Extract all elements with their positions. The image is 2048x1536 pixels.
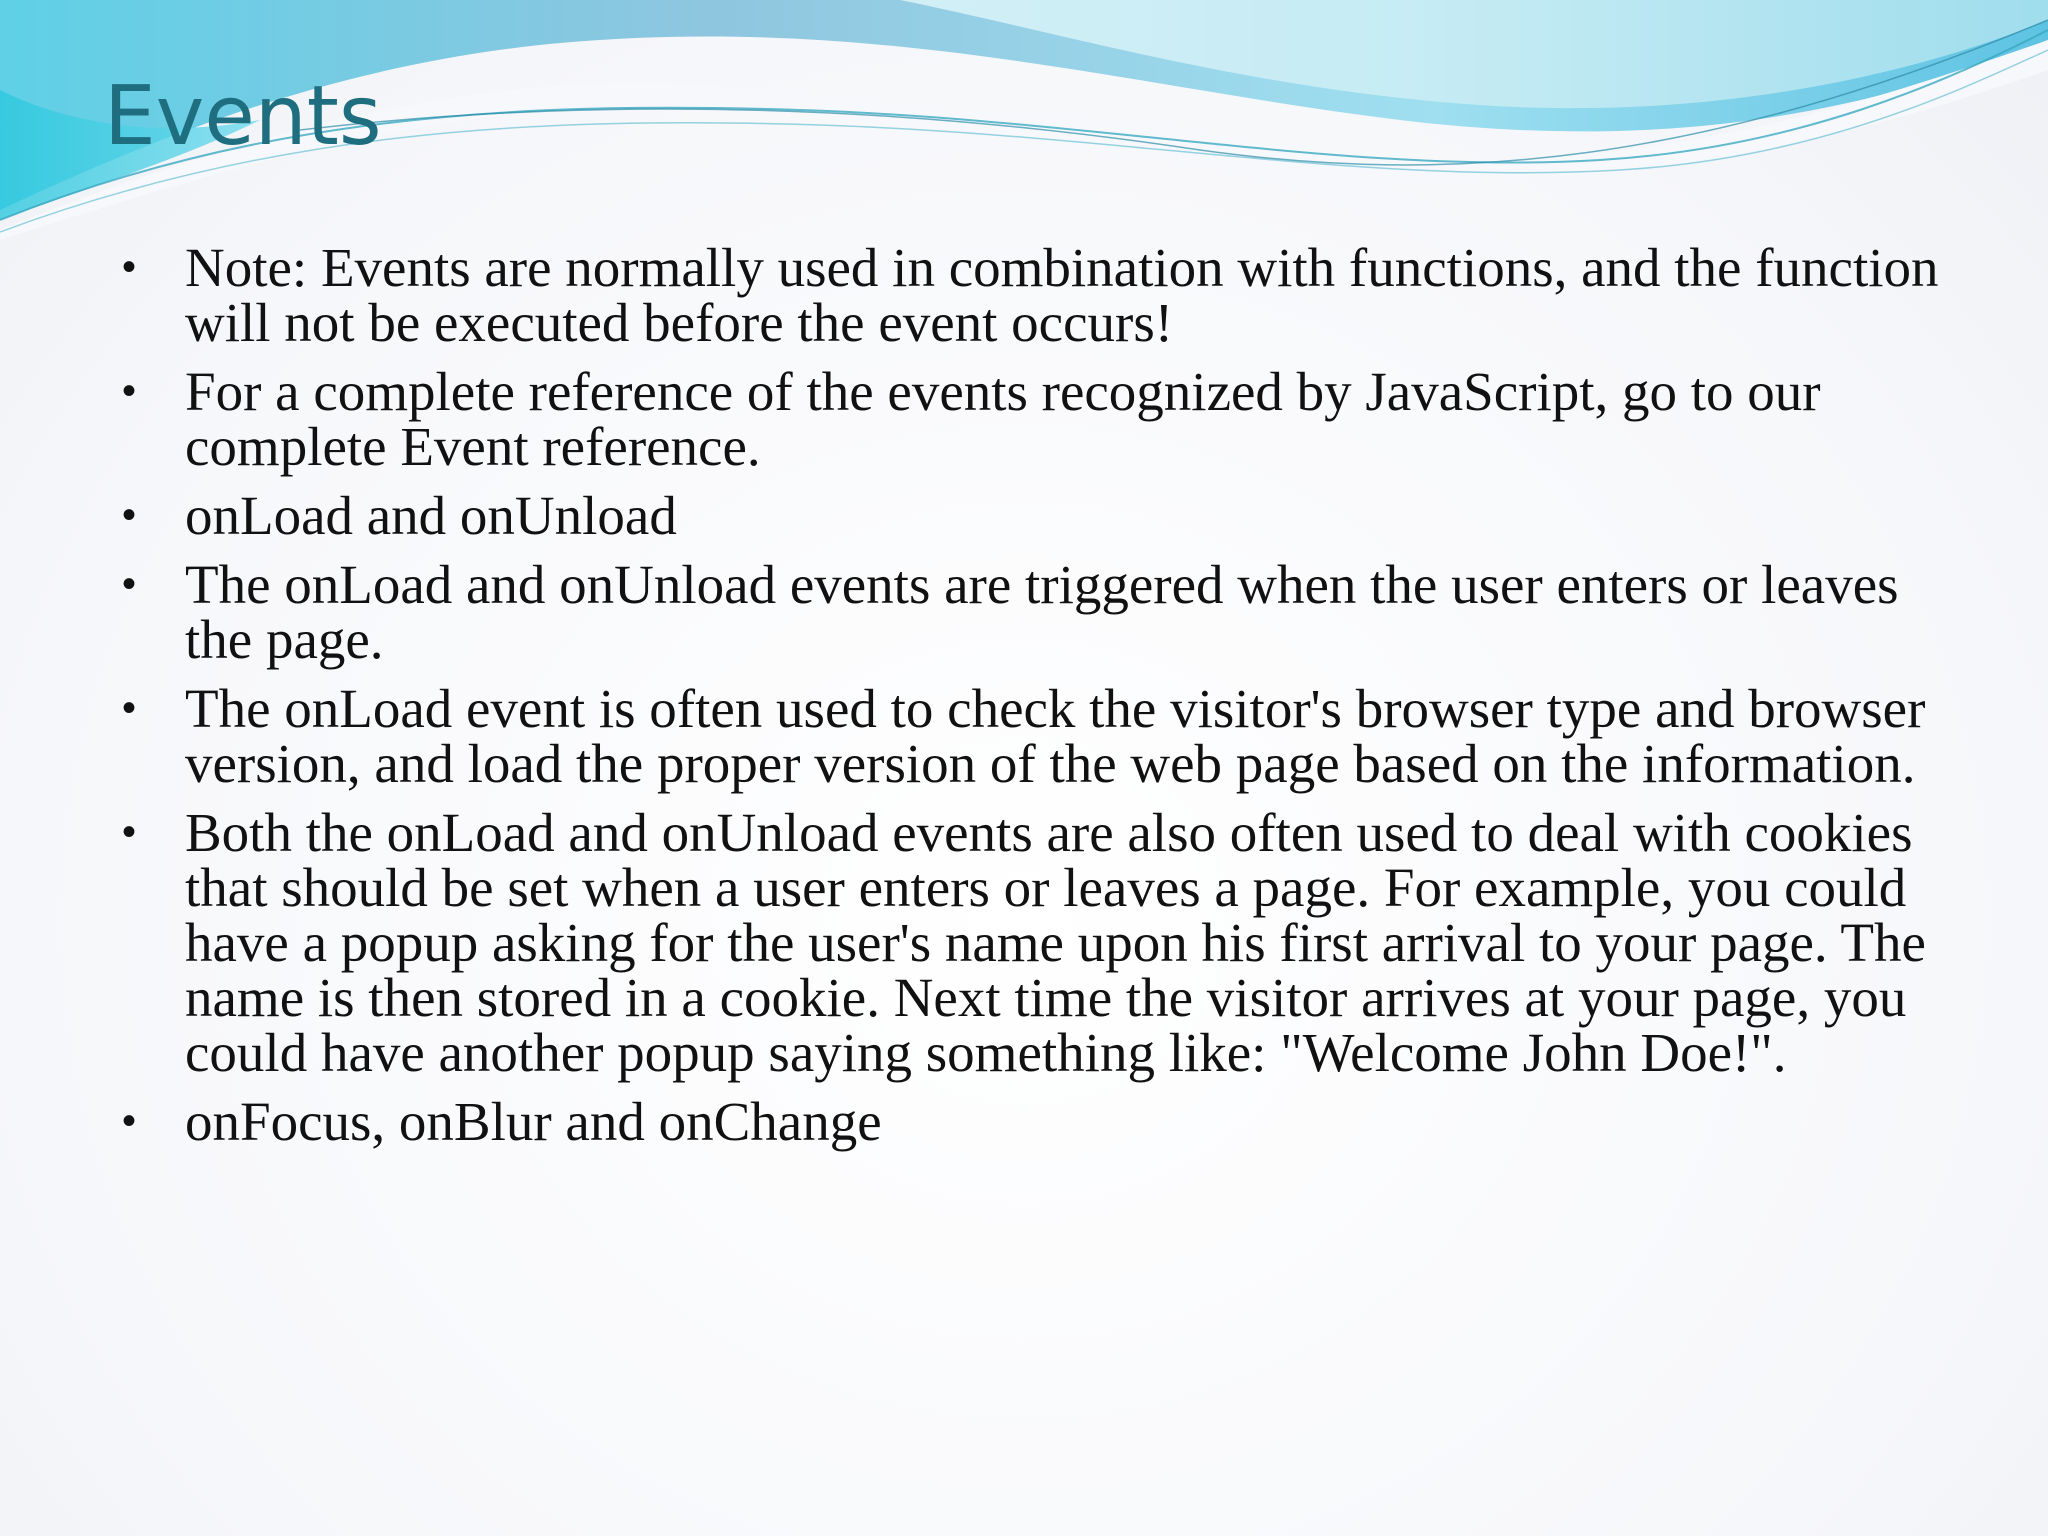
bullet-text: onFocus, onBlur and onChange <box>185 1091 882 1152</box>
bullet-dot-icon: • <box>122 1099 137 1143</box>
bullet-dot-icon: • <box>122 245 137 289</box>
bullet-dot-icon: • <box>122 369 137 413</box>
bullet-text: Note: Events are normally used in combination with functions, and the function will not be executed before the event occurs! <box>185 237 1939 353</box>
bullet-dot-icon: • <box>122 493 137 537</box>
list-item <box>118 485 1948 546</box>
list-item <box>118 237 1948 353</box>
bullet-dot-icon: • <box>122 562 137 606</box>
slide-title: Events <box>104 69 382 164</box>
bullet-list <box>118 237 1948 1163</box>
bullet-text: The onLoad event is often used to check the visitor's browser type and browser version, and load the proper version of the web page based on the information. <box>185 678 1926 794</box>
list-item <box>118 1091 1948 1152</box>
list-item <box>118 361 1948 477</box>
bullet-text: For a complete reference of the events recognized by JavaScript, go to our complete Event reference. <box>185 361 1821 477</box>
bullet-dot-icon: • <box>122 686 137 730</box>
list-item <box>118 678 1948 794</box>
list-item <box>118 554 1948 670</box>
bullet-text: onLoad and onUnload <box>185 485 677 546</box>
bullet-text: The onLoad and onUnload events are triggered when the user enters or leaves the page. <box>185 554 1899 670</box>
bullet-text: Both the onLoad and onUnload events are also often used to deal with cookies that should be set when a user enters or leaves a page. For example, you could have a popup asking for the user's name upon his first arrival to your page. The name is then stored in a cookie. Next time the visitor arrives at your page, you could have another popup saying something like: "Welcome John Doe!". <box>185 802 1926 1083</box>
list-item <box>118 802 1948 1083</box>
bullet-dot-icon: • <box>122 810 137 854</box>
